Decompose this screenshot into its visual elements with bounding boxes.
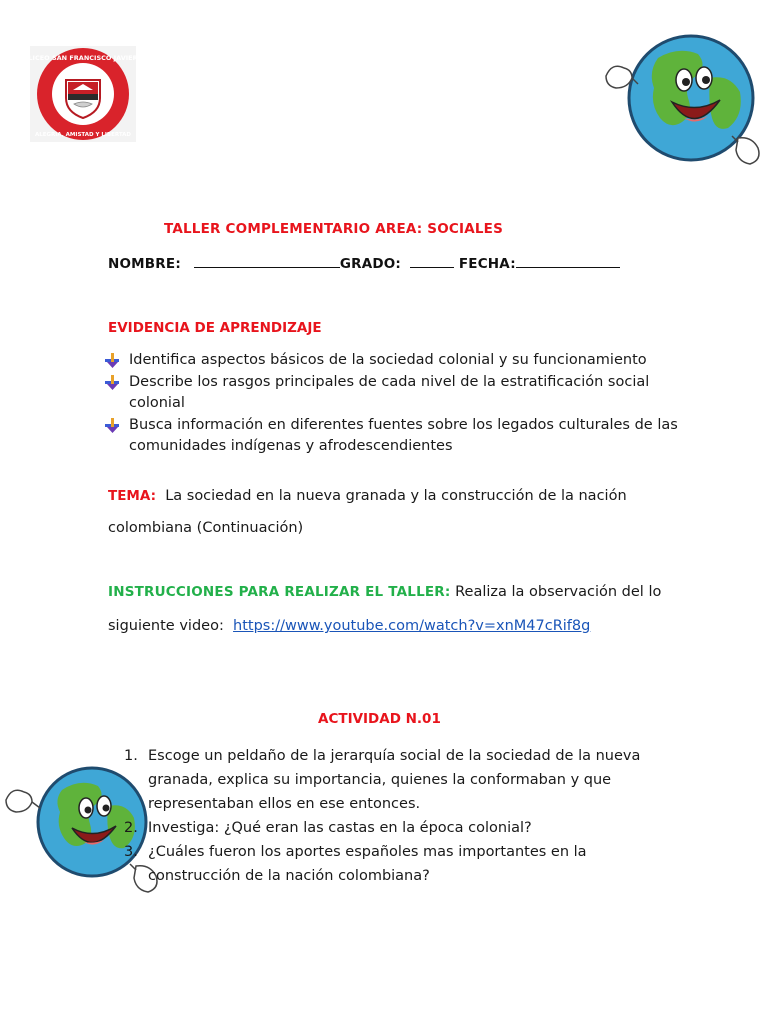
evidence-item-text: Describe los rasgos principales de cada nivel de la estratificación social colonial [129,373,650,411]
svg-text:LICEO SAN FRANCISCO JAVIER: LICEO SAN FRANCISCO JAVIER [30,54,136,62]
fecha-label: FECHA: [458,256,516,272]
grado-field[interactable] [410,255,454,268]
evidence-list [104,350,704,458]
tema-label: TEMA: [108,488,156,504]
nombre-field[interactable] [194,255,340,268]
grado-label: GRADO: [339,256,402,272]
evidence-item-text: Busca información en diferentes fuentes sobre los legados culturales de las comunidades indígenas y afrodescendientes [129,416,678,454]
bullet-arrow-icon [104,353,122,369]
list-item [120,840,680,888]
svg-text:ALEGRIA, AMISTAD Y LIBERTAD: ALEGRIA, AMISTAD Y LIBERTAD [34,132,132,138]
fecha-field[interactable] [516,255,620,268]
list-item [104,350,704,372]
nombre-label: NOMBRE: [108,256,181,272]
activity-list [120,744,680,888]
globe-mascot-icon [598,18,768,188]
activity-heading: ACTIVIDAD N.01 [318,711,441,727]
instructions-text: Realiza la observación del lo siguiente video: [108,584,662,634]
evidence-item-text: Identifica aspectos básicos de la sociedad colonial y su funcionamiento [129,352,647,368]
item-number: 3. [124,844,138,860]
bullet-arrow-icon [104,418,122,434]
bullet-arrow-icon [104,375,122,391]
evidence-heading: EVIDENCIA DE APRENDIZAJE [108,320,322,336]
page-title: TALLER COMPLEMENTARIO AREA: SOCIALES [164,221,504,237]
list-item [104,372,704,415]
video-link[interactable]: https://www.youtube.com/watch?v=xnM47cRif8g [233,618,591,634]
tema-section [108,480,708,544]
student-fields [108,255,620,272]
school-logo [30,46,136,142]
instructions-section [108,575,708,643]
list-item [120,744,680,816]
item-number: 2. [124,820,138,836]
item-number: 1. [124,748,138,764]
item-text: Investiga: ¿Qué eran las castas en la época colonial? [148,820,532,836]
instructions-label: INSTRUCCIONES PARA REALIZAR EL TALLER: [108,584,451,600]
list-item [104,415,704,458]
item-text: ¿Cuáles fueron los aportes españoles mas importantes en la construcción de la nación colombiana? [148,844,587,884]
item-text: Escoge un peldaño de la jerarquía social de la sociedad de la nueva granada, explica su importancia, quienes la conformaban y que representaban ellos en ese entonces. [148,748,641,812]
tema-text: La sociedad en la nueva granada y la construcción de la nación colombiana (Continuación) [108,488,627,536]
list-item [120,816,680,840]
